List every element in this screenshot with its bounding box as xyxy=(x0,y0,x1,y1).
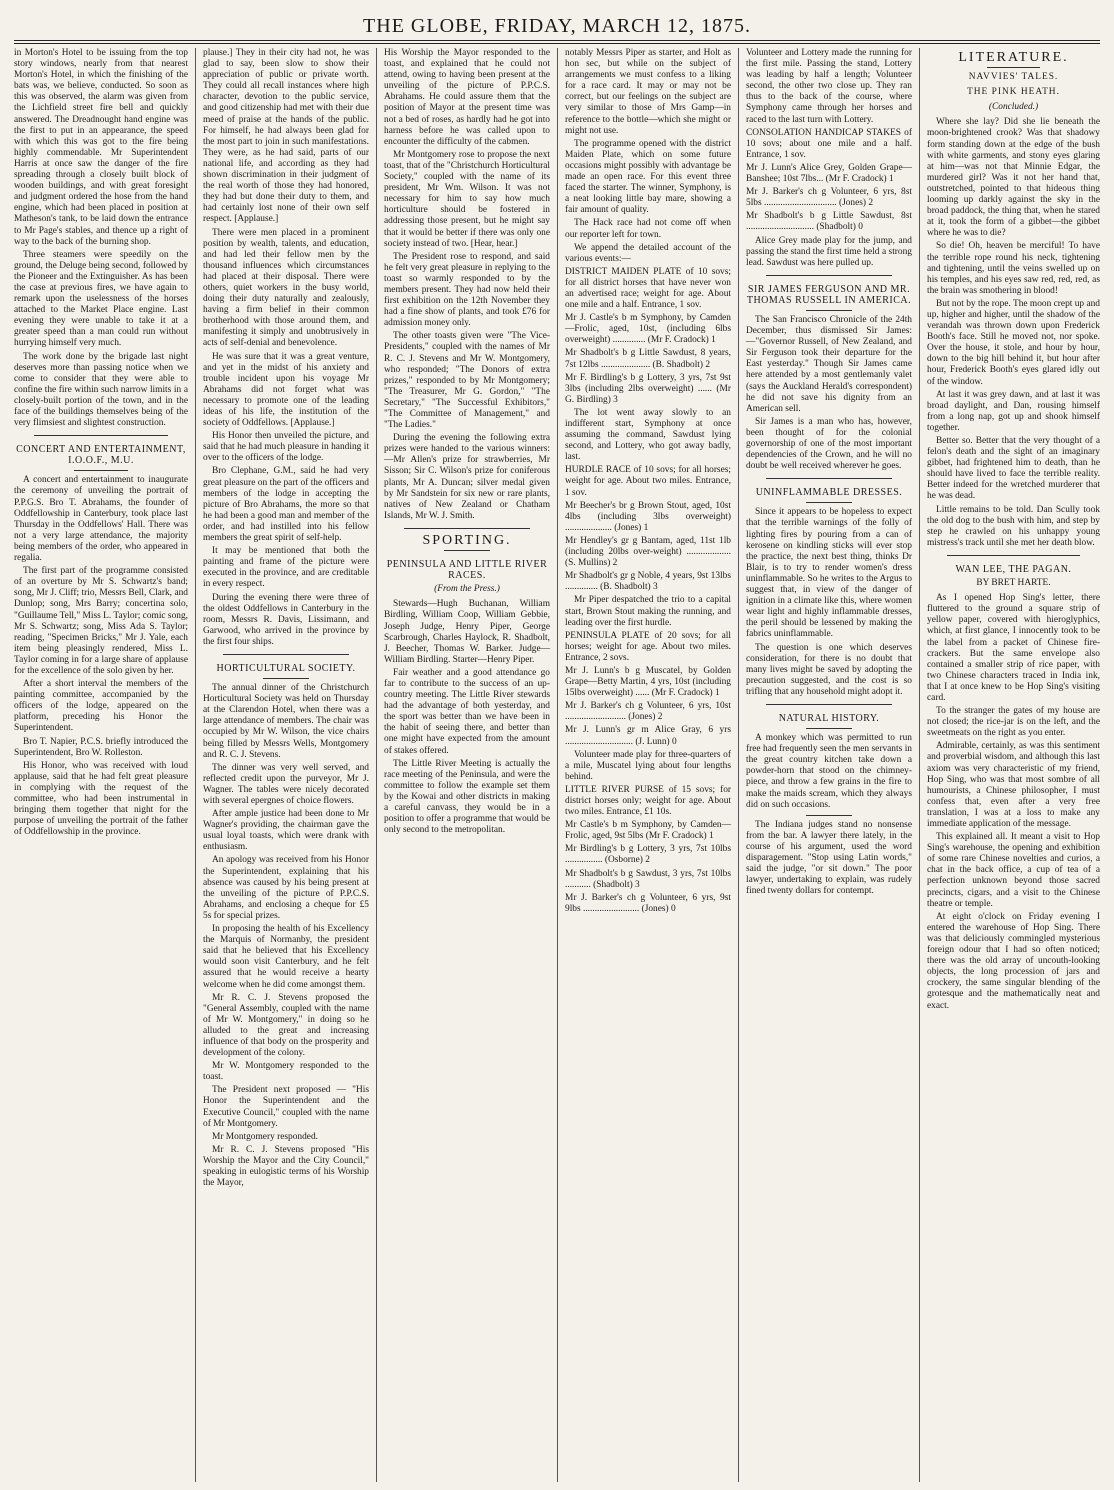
article-paragraph: We append the detailed account of the various events:— xyxy=(565,242,731,264)
article-paragraph: The first part of the programme consisted of an overture by Mr S. Schwartz's band; song, Mr J. Cliff; trio, Messrs Bell, Clark, and Dunlop; song, Mrs Barry; concertina solo, "Guillaume Tell," Miss L. Taylor; comic song, Mr S. Schwartz; song, Miss Ada S. Taylor; reading, "Specimen Bricks," Mr J. Yale, each item being pleasingly rendered, Miss L. Taylor coming in for a large share of applause for the excellence of the solo given by her. xyxy=(14,566,188,676)
race-heading: HURDLE RACE of 10 sovs; for all horses; weight for age. About two miles. Entrance, 1 sov. xyxy=(565,465,731,498)
race-result: Mr J. Barker's ch g Volunteer, 6 yrs, 8st 5lbs ............................... (Jones) 2 xyxy=(746,187,912,209)
section-divider xyxy=(766,704,892,705)
concluded-note-text: (Concluded.) xyxy=(988,102,1039,113)
article-paragraph: Bro T. Napier, P.C.S. briefly introduced the Superintendent, Bro W. Rolleston. xyxy=(14,736,188,758)
race-result: Mr J. Barker's ch g Volunteer, 6 yrs, 9st 9lbs ........................ (Jones) 0 xyxy=(565,892,731,914)
article-paragraph: But not by the rope. The moon crept up and up, higher and higher, until the shadow of the verandah was thrown down upon Frederick Booth's face. Still he moved not, nor spoke. Over the house, it stole, and hour by hour, down to the big hill behind it, but hour after hour, Frederick Booth's eyes glared idly out of the window. xyxy=(927,298,1100,387)
article-paragraph: Mr Montgomery responded. xyxy=(212,1131,318,1142)
column-6 xyxy=(919,48,1100,1482)
pink-heath-heading: THE PINK HEATH. xyxy=(967,87,1060,98)
section-divider xyxy=(766,275,892,276)
section-divider xyxy=(947,555,1080,556)
section-divider xyxy=(223,654,349,655)
race-result: Mr J. Lunn's gr m Alice Gray, 6 yrs ............................. (J. Lunn) 0 xyxy=(565,725,731,747)
article-paragraph: Mr W. Montgomery responded to the toast. xyxy=(203,1061,369,1083)
article-paragraph: The San Francisco Chronicle of the 24th December, thus dismissed Sir James:—"Governor Russell, of New Zealand, and Sir Ferguson took their departure for the East yesterday." Though Sir James came here attended by a most gentlemanly valet (says the Auckland Herald's correspondent) he did not save his dignity from an American sell. xyxy=(746,314,912,414)
article-paragraph: The Hack race had not come off when our reporter left for town. xyxy=(565,218,731,240)
article-paragraph: The President next proposed — "His Honor the Superintendent and the Executive Council," coupled with the name of Mr Montgomery. xyxy=(203,1085,369,1129)
section-divider xyxy=(806,502,852,503)
article-paragraph: Since it appears to be hopeless to expect that the terrible warnings of the folly of lighting fires by pouring from a can of kerosene on kindling sticks will ever stop the practice, the next best thing, thinks Dr Blair, is to try to render women's dress uninflammable. So he writes to the Argus to suggest that, in view of the danger of ignition in a climate like this, where women wear light and highly inflammable dresses, the peril should be lessened by making the fabrics uninflammable. xyxy=(746,507,912,640)
article-paragraph: Little remains to be told. Dan Scully took the old dog to the bush with him, and step by step he crawled on his unhappy young mistress's track until she met her death blow. xyxy=(927,504,1100,548)
article-paragraph: After a short interval the members of the painting committee, accompanied by the officers of the lodge, appeared on the platform, preceding his Honor the Superintendent. xyxy=(14,679,188,734)
article-paragraph: Bro Clephane, G.M., said he had very great pleasure on the part of the officers and members of the lodge in accepting the picture of Bro Abrahams, the more so that he had been a good man and member of the order, and had instilled into his fellow members the great spirit of self-help. xyxy=(203,466,369,544)
article-paragraph: This explained all. It meant a visit to Hop Sing's warehouse, the opening and exhibition of some rare Chinese novelties and curios, a chat in the back office, a cup of tea of a perfection unknown beyond those sacred precincts, cigars, and a visit to the Chinese theatre or temple. xyxy=(927,832,1100,909)
masthead-rule xyxy=(14,40,1100,41)
article-paragraph: Volunteer and Lottery made the running for the first mile. Passing the stand, Lottery was leading by half a length; Volunteer second, the other two close up. They ran thus to the back of the course, where Symphony came through her horses and raced to the last turn with Lottery. xyxy=(746,48,912,125)
article-paragraph: Admirable, certainly, as was this sentiment and proverbial wisdom, and although this last axiom was very characteristic of my friend, Hop Sing, who was that most sombre of all humourists, a Chinese philosopher, I must confess that, even after a very free translation, I was at a loss to make any immediate application of the message. xyxy=(927,741,1100,829)
article-paragraph: The lot went away slowly to an indifferent start, Symphony at once assuming the command, Sawdust lying second, and Lottery, who got away badly, last. xyxy=(565,407,731,463)
race-heading: CONSOLATION HANDICAP STAKES of 10 sovs; about one mile and a half. Entrance, 1 sov. xyxy=(746,127,912,160)
section-divider xyxy=(444,550,490,551)
race-result: Mr Birdling's b g Lottery, 3 yrs, 7st 10lbs ................ (Osborne) 2 xyxy=(565,844,731,866)
section-divider xyxy=(263,678,309,679)
sporting-heading: SPORTING. xyxy=(422,532,512,548)
race-result: Mr F. Birdling's b g Lottery, 3 yrs, 7st 9st 3lbs (including 2lbs overweight) ...... (Mr G. Birdling) 3 xyxy=(565,372,731,405)
article-paragraph: Mr R. C. J. Stevens proposed the "General Assembly, coupled with the name of Mr W. Montgomery," in doing so he alluded to the great and increasing influence of that body on the prosperity and development of the colony. xyxy=(203,992,369,1059)
article-paragraph: To the stranger the gates of my house are not closed; the rice-jar is on the left, and the sweetmeats on the right as you enter. xyxy=(927,706,1100,739)
horticultural-heading: HORTICULTURAL SOCIETY. xyxy=(216,662,356,674)
column-5 xyxy=(738,48,919,1482)
race-heading: DISTRICT MAIDEN PLATE of 10 sovs; for all district horses that have never won an advertised race; weight for age. About one mile and a half. Entrance, 1 sov. xyxy=(565,266,731,311)
article-paragraph: His Honor, who was received with loud applause, said that he had felt great pleasure in complying with the request of the committee, who had been instrumental in bringing them together that night for the purpose of unveiling the portrait of the father of Oddfellowship in the province. xyxy=(14,760,188,838)
race-result: Mr Castle's b m Symphony, by Camden—Frolic, aged, 9st 5lbs (Mr F. Cradock) 1 xyxy=(565,820,731,842)
article-paragraph: Better so. Better that the very thought of a felon's death and the sight of an imaginary gibbet, had frightened him to death, than he should have lived to face the terrible reality. Better indeed for the wretched murderer that he was dead. xyxy=(927,436,1100,502)
race-result: Mr Beecher's br g Brown Stout, aged, 10st 4lbs (including 3lbs overweight) .................... (Jones) 1 xyxy=(565,500,731,533)
article-paragraph: Mr Montgomery rose to propose the next toast, that of the "Christchurch Horticultural Society," coupled with the name of its president, Mr Wm. Wilson. It was not necessary for him to say how much horticulture should be fostered in addressing those present, but he might say that it would be better if there was only one society instead of two. [Hear, hear.] xyxy=(384,149,550,249)
article-paragraph: A concert and entertainment to inaugurate the ceremony of unveiling the portrait of P.P.G.S. Bro T. Abrahams, the founder of Oddfellowship in Canterbury, took place last Thursday in the Oddfellows' Hall. There was not a very large attendance, the majority being members of the order, who appeared in regalia. xyxy=(14,475,188,564)
race-heading: PENINSULA PLATE of 20 sovs; for all horses; weight for age. About two miles. Entrance, 2 sovs. xyxy=(565,630,731,663)
masthead-rule-2 xyxy=(14,43,1100,44)
wan-lee-heading: WAN LEE, THE PAGAN. xyxy=(955,563,1072,575)
article-paragraph: His Worship the Mayor responded to the toast, and explained that he could not attend, owing to having been present at the unveiling of the picture of P.P.C.S. Abrahams. He could assure them that the position of Mayor at the present time was not a bed of roses, as hardly had he got into harness before he was called upon to encounter the difficulty of the cabmen. xyxy=(384,48,550,147)
section-divider xyxy=(806,728,852,729)
section-divider xyxy=(74,470,128,471)
article-paragraph: Volunteer made play for three-quarters of a mile, Muscatel lying about four lengths behind. xyxy=(565,749,731,782)
article-paragraph: So die! Oh, heaven be merciful! To have the terrible rope round his neck, tightening and tightening, until the veins swelled up on his temples, and his eyes saw red, red, red, as the brain was smothering in blood! xyxy=(927,241,1100,296)
article-paragraph: plause.] They in their city had not, he was glad to say, been slow to show their appreciation of public or private worth. They could all recall instances where high character, devotion to the public service, and good citizenship had met with their due meed of praise at the hands of the public. For himself, he had always been glad for the most part to join in such manifestations. They were, as he had said, parts of our national life, and according as they had shown discrimination in their judgment of the real worth of those they had honored, they had but done their duty to them, and had certainly lost none of their own self respect. [Applause.] xyxy=(203,48,369,225)
race-result: Mr J. Lunn's Alice Grey, Golden Grape—Banshee; 10st 7lbs... (Mr F. Cradock) 1 xyxy=(746,162,912,185)
article-paragraph: After ample justice had been done to Mr Wagner's providing, the chairman gave the usual loyal toasts, which were drank with enthusiasm. xyxy=(203,809,369,853)
article-paragraph: The dinner was very well served, and reflected credit upon the purveyor, Mr J. Wagner. The tables were nicely decorated with several epergnes of choice flowers. xyxy=(203,762,369,806)
race-result: Mr Shadbolt's b g Little Sawdust, 8 years, 7st 12lbs ..................... (B. Shadbolt) 2 xyxy=(565,348,731,370)
natural-history-heading: NATURAL HISTORY. xyxy=(778,712,880,724)
article-paragraph: His Honor then unveiled the picture, and said that he had much pleasure in handing it over to the officers of the lodge. xyxy=(203,431,369,464)
ferguson-heading: SIR JAMES FERGUSON AND MR. THOMAS RUSSELL IN AMERICA. xyxy=(746,283,912,306)
article-paragraph: During the evening the following extra prizes were handed to the various winners:—Mr Allen's prize for strawberries, Mr Sisson; Sir C. Wilson's prize for coniferous plants, Mr A. Duncan; silver medal given by Mr Sandstein for six new or rare plants, natives of New Zealand or Chatham Islands, Mr W. J. Smith. xyxy=(384,433,550,521)
byline: BY BRET HARTE. xyxy=(976,578,1051,589)
article-paragraph: As I opened Hop Sing's letter, there fluttered to the ground a square strip of yellow paper, covered with hieroglyphics, which, at first glance, I innocently took to be the label from a packet of Chinese fire-crackers. But the same envelope also contained a smaller strip of rice paper, with two Chinese characters traced in India ink, that I at once knew to be Hop Sing's visiting card. xyxy=(927,593,1100,703)
article-paragraph: The question is one which deserves consideration, for there is no doubt that many lives might be saved by adopting the precaution suggested, and the cost is so trifling that any household might adopt it. xyxy=(746,642,912,697)
concluded-note xyxy=(927,102,1100,113)
source-credit xyxy=(384,584,550,595)
article-paragraph: In proposing the health of his Excellency the Marquis of Normanby, the president said that he believed that his Excellency would soon visit Canterbury, and he felt assured that he would receive a hearty welcome when he did come amongst them. xyxy=(203,924,369,990)
race-result: Mr J. Castle's b m Symphony, by Camden—Frolic, aged, 10st, (including 6lbs overweight) .............. (Mr F. Cradock) 1 xyxy=(565,313,731,346)
concert-heading: CONCERT AND ENTERTAINMENT, I.O.O.F., M.U. xyxy=(16,444,186,467)
article-paragraph: An apology was received from his Honor the Superintendent, explaining that his absence was caused by his being present at the unveiling of the picture of P.P.C.S. Abrahams, and enclosing a cheque for £5 5s for special prizes. xyxy=(203,855,369,921)
article-paragraph: Fair weather and a good attendance go far to contribute to the success of an up-country meeting. The Little River stewards had the advantage of both yesterday, and the sport was better than we have been in the habit of seeing there, and better than one might have expected from the amount of stakes offered. xyxy=(384,667,550,756)
column-3 xyxy=(376,48,557,1482)
race-result: Mr Shadbolt's b g Sawdust, 3 yrs, 7st 10lbs ........... (Shadbolt) 3 xyxy=(565,868,731,890)
source-credit-text: (From the Press.) xyxy=(434,584,500,595)
navvies-heading: NAVVIES' TALES. xyxy=(968,72,1059,83)
article-paragraph: At eight o'clock on Friday evening I entered the warehouse of Hop Sing. There was that deliciously commingled mysterious foreign odour that I had so often noticed; there was the old array of uncouth-looking objects, the long procession of jars and crockery, the same singular blending of the grotesque and the mathematically neat and exact. xyxy=(927,911,1100,1011)
article-paragraph: The programme opened with the district Maiden Plate, which on some future occasions might possibly with advantage be made an open race. For this event three faced the starter. The winner, Symphony, is a neat looking little bay mare, showing a fair amount of quality. xyxy=(565,138,731,216)
article-paragraph: A monkey which was permitted to run free had frequently seen the men servants in the great country kitchen take down a powder-horn that stood on the chimney-piece, and throw a few grains in the fire to make the maids scream, which they always did on such occasions. xyxy=(746,733,912,810)
article-paragraph: At last it was grey dawn, and at last it was broad daylight, and Dan, rousing himself from a long nap, got up and shook himself together. xyxy=(927,389,1100,433)
race-result: Mr J. Barker's ch g Volunteer, 6 yrs, 10st .......................... (Jones) 2 xyxy=(565,701,731,723)
uninflammable-heading: UNINFLAMMABLE DRESSES. xyxy=(755,487,903,499)
column-4 xyxy=(557,48,738,1482)
section-divider xyxy=(34,435,168,436)
article-paragraph: Mr R. C. J. Stevens proposed "His Worship the Mayor and the City Council," speaking in eulogistic terms of his Worship the Mayor, xyxy=(203,1144,369,1189)
columns xyxy=(14,48,1100,1482)
race-result: Mr Shadbolt's gr g Noble, 4 years, 9st 13lbs .............. (B. Shadbolt) 3 xyxy=(565,571,731,593)
article-paragraph: During the evening there were three of the oldest Oddfellows in Canterbury in the room, Messrs R. Davis, Lissimann, and Garwood, who arrived in the province by the first four ships. xyxy=(203,592,369,647)
literature-heading: LITERATURE. xyxy=(958,50,1069,65)
article-paragraph: The President rose to respond, and said he felt very great pleasure in replying to the toast so warmly responded to by the members present. They had now held their first exhibition on the 12th November they had a fine show of plants, and took £76 for admission money only. xyxy=(384,251,550,329)
article-paragraph: in Morton's Hotel to be issuing from the top story windows, nearly from that nearest Morton's Hotel, in which the finishing of the bats was, we believe, conducted. So soon as this was observed, the alarm was given from the Lichfield street fire bell and quickly answered. The Dreadnought hand engine was the first to put in an appearance, the speed with which this was got to the fire being highly commendable. Mr Superintendent Harris at once saw the danger of the fire spreading through a closely built block of wooden buildings, and with great foresight and judgment ordered the hose from the hand engine, which had been placed in position at Matheson's tank, to be laid down the entrance to Mr Page's stables, and thence up a right of way to the back of the burning shop. xyxy=(14,48,188,247)
article-paragraph: It may be mentioned that both the painting and frame of the picture were executed in the province, and are creditable in every respect. xyxy=(203,546,369,590)
section-divider xyxy=(404,528,530,529)
article-paragraph: Alice Grey made play for the jump, and passing the stand the first time held a strong lead. Sawdust was here pulled up. xyxy=(746,235,912,268)
article-paragraph: Where she lay? Did she lie beneath the moon-brightened crook? Was that shadowy form standing down at the edge of the bush with white garments, and stony eyes glaring at him—was not that Minnie Edgar, the murdered girl? Was it not her hand that, outstretched, pointed to that hideous thing looming up darkly against the sky in the broad paddock, the thing that, when he stared at it, took the form of a gibbet—the gibbet where he was to die? xyxy=(927,117,1100,239)
article-paragraph: The other toasts given were "The Vice-Presidents," coupled with the names of Mr R. C. J. Stevens and Mr W. Montgomery, who responded; "The Donors of extra prizes," responded to by Mr Montgomery; "The Treasurer, Mr G. Gordon," "The Secretary," "The Successful Exhibitors," "The Committee of Management," and "The Ladies." xyxy=(384,331,550,431)
article-paragraph: He was sure that it was a great venture, and yet in the midst of his anxiety and trouble incident upon his voyage Mr Abrahams did not forget what was necessary to promote one of the leading ideas of his life, the institution of the society of Oddfellows. [Applause.] xyxy=(203,351,369,429)
column-2 xyxy=(195,48,376,1482)
section-divider xyxy=(806,815,852,816)
article-paragraph: notably Messrs Piper as starter, and Holt as hon sec, but while on the subject of arrangements we must confess to a liking for a race card. It may or may not be correct, but our feelings on the subject are very similar to those of Mrs Gamp—in reference to the bottle—which she might or might not use. xyxy=(565,48,731,136)
article-paragraph: There were men placed in a prominent position by wealth, talents, and education, and had led their fellow men by the thousand influences which circumstances had placed at their disposal. There were others, quiet workers in the busy world, doing their duty naturally and zealously, having a firm belief in their common brotherhood with those around them, and manifesting it simply and unobtrusively in acts of self-denial and benevolence. xyxy=(203,227,369,349)
article-paragraph: The Indiana judges stand no nonsense from the bar. A lawyer there lately, in the course of his argument, used the word disparagement. "Stop using Latin words," said the judge, "or sit down." The poor lawyer, undertaking to explain, was rudely fined twenty dollars for contempt. xyxy=(746,819,912,897)
article-paragraph: Stewards—Hugh Buchanan, William Birdling, William Coop, William Gebbie, Joseph Judge, Henry Piper, George Scarbrough, Charles Haylock, R. Shadbolt, J. Beecher, Thomas W. Barker. Judge—William Birdling. Starter—Henry Piper. xyxy=(384,599,550,665)
section-divider xyxy=(987,67,1040,68)
races-heading: PENINSULA AND LITTLE RIVER RACES. xyxy=(386,559,548,582)
masthead xyxy=(14,8,1100,38)
race-result: Mr Hendley's gr g Bantam, aged, 11st 1lb (including 20lbs over-weight) ................... (S. Mullins) 2 xyxy=(565,535,731,569)
race-heading: LITTLE RIVER PURSE of 15 sovs; for district horses only; weight for age. About two miles. Entrance, £1 10s. xyxy=(565,784,731,818)
section-divider xyxy=(806,310,852,311)
section-divider xyxy=(766,478,892,479)
race-result: Mr Shadbolt's b g Little Sawdust, 8st ............................. (Shadbolt) 0 xyxy=(746,211,912,233)
article-paragraph: The Little River Meeting is actually the race meeting of the Peninsula, and were the committee to follow the example set them by the Kowai and other districts in making a careful canvass, they would be in a position to offer a programme that would be only second to the metropolitan. xyxy=(384,758,550,836)
article-paragraph: Mr Piper despatched the trio to a capital start, Brown Stout making the running, and leading over the first hurdle. xyxy=(565,595,731,628)
race-result: Mr J. Lunn's b g Muscatel, by Golden Grape—Betty Martin, 4 yrs, 10st (including 15lbs overweight) ...... (Mr F. Cradock) 1 xyxy=(565,665,731,699)
article-paragraph: Three steamers were speedily on the ground, the Deluge being second, followed by the Pioneer and the Extinguisher. As has been the case at previous fires, we have again to remark upon the uselessness of the horses attached to the Market Place engine. Last evening they were unable to take it at a greater speed than a man could run without hurrying himself very much. xyxy=(14,249,188,349)
article-paragraph: The annual dinner of the Christchurch Horticultural Society was held on Thursday at the Clarendon Hotel, when there was a large attendance of members. The chair was occupied by Mr W. Wilson, the vice chairs being filled by Messrs Wells, Montgomery and R. C. J. Stevens. xyxy=(203,683,369,760)
masthead-title: THE GLOBE, FRIDAY, MARCH 12, 1875. xyxy=(363,15,751,37)
column-1 xyxy=(14,48,195,1482)
article-paragraph: The work done by the brigade last night deserves more than passing notice when we come to consider that they were able to confine the fire within such narrow limits in a closely-built portion of the town, and in the face of the buildings themselves being of the very flimsiest and slightest construction. xyxy=(14,351,188,429)
article-paragraph: Sir James is a man who has, however, been thought of for the colonial governorship of one of the most important dependencies of the Crown, and he will no doubt be well received wherever he goes. xyxy=(746,416,912,472)
